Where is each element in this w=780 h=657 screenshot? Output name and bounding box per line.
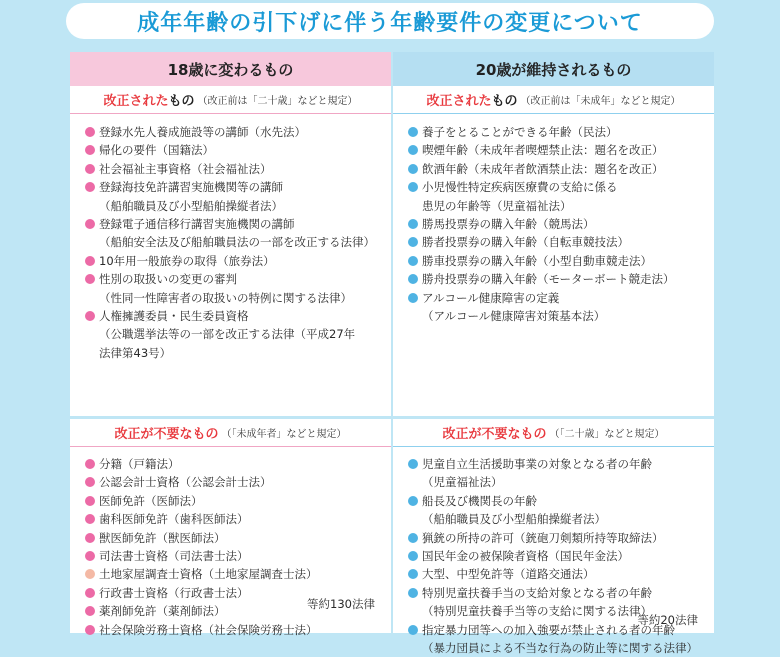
bullet-icon <box>408 588 418 598</box>
right-top-section-header <box>393 86 714 114</box>
right-bottom-section-header <box>393 419 714 447</box>
list-item-text: 船長及び機関長の年齢 <box>422 493 537 508</box>
title-banner <box>66 3 714 39</box>
bullet-icon <box>408 182 418 192</box>
list-item <box>84 455 384 473</box>
list-item-text: （公職選挙法等の一部を改正する法律（平成27年 <box>99 327 356 342</box>
list-item-text: （特別児童扶養手当等の支給に関する法律） <box>422 604 652 619</box>
list-item <box>84 123 384 141</box>
list-item-text: 大型、中型免許等（道路交通法） <box>422 567 595 582</box>
list-item-text: 児童自立生活援助事業の対象となる者の年齢 <box>422 457 652 471</box>
section-head-rest: もの <box>168 94 195 109</box>
list-item-text: 勝車投票券の購入年齢（小型自動車競走法） <box>422 253 652 268</box>
list-item <box>84 529 384 547</box>
list-item <box>407 141 707 159</box>
bullet-icon <box>85 459 95 469</box>
list-item-text: 法律第43号） <box>99 345 172 360</box>
section-head-red: 改正が不要なもの <box>114 427 219 442</box>
bullet-icon <box>85 496 95 506</box>
list-item-text: 喫煙年齢（未成年者喫煙禁止法：題名を改正） <box>422 143 664 158</box>
bullet-icon <box>408 569 418 579</box>
right-footnote: 等約20法律 <box>637 613 698 627</box>
bullet-icon <box>85 145 95 155</box>
list-item-text: 養子をとることができる年齢（民法） <box>422 125 618 139</box>
list-item-text: 勝馬投票券の購入年齢（競馬法） <box>422 217 595 232</box>
bullet-icon <box>408 625 418 635</box>
list-item-text: 医師免許（医師法） <box>99 493 203 508</box>
list-item-text: （船舶安全法及び船舶職員法の一部を改正する法律） <box>99 235 375 250</box>
list-item-text: 人権擁護委員・民生委員資格 <box>99 309 249 324</box>
left-top-section-header <box>70 86 391 114</box>
bullet-icon <box>408 145 418 155</box>
list-item <box>84 510 384 528</box>
section-head-red: 改正された <box>426 94 492 109</box>
list-item-text: 患児の年齢等（児童福祉法） <box>422 198 572 213</box>
list-item-text: 帰化の要件（国籍法） <box>99 143 214 158</box>
left-top-list <box>84 123 384 362</box>
bullet-icon <box>85 219 95 229</box>
list-item <box>84 252 384 270</box>
bullet-icon <box>85 182 95 192</box>
list-item <box>84 621 384 639</box>
column-divider <box>391 52 393 633</box>
list-item <box>407 233 707 251</box>
left-bottom-section-header <box>70 419 391 447</box>
bullet-icon <box>85 274 95 284</box>
right-top-list <box>407 123 707 325</box>
list-item <box>84 307 384 362</box>
bullet-icon <box>408 533 418 543</box>
list-item-text: 歯科医師免許（歯科医師法） <box>99 512 249 527</box>
list-item-text: 社会福祉主事資格（社会福祉法） <box>99 161 272 176</box>
list-item <box>407 565 707 583</box>
comparison-table <box>70 52 714 656</box>
bullet-icon <box>408 274 418 284</box>
bullet-icon <box>408 256 418 266</box>
list-item-text: 指定暴力団等への加入強要が禁止される者の年齢 <box>422 622 675 637</box>
list-item-text: 国民年金の被保険者資格（国民年金法） <box>422 549 629 564</box>
list-item-text: 性別の取扱いの変更の審判 <box>99 272 237 287</box>
list-item-text: 社会保険労務士資格（社会保険労務士法） <box>99 622 318 637</box>
list-item-text: 飲酒年齢（未成年者飲酒禁止法：題名を改正） <box>422 161 664 176</box>
list-item-text: アルコール健康障害の定義 <box>422 290 560 305</box>
bullet-icon <box>85 127 95 137</box>
list-item-text: 公認会計士資格（公認会計士法） <box>99 475 272 490</box>
section-head-red: 改正された <box>103 94 169 109</box>
list-item-text: 登録電子通信移行講習実施機関の講師 <box>99 217 295 232</box>
bullet-icon <box>408 219 418 229</box>
list-item-text: 土地家屋調査士資格（土地家屋調査士法） <box>99 567 318 582</box>
list-item <box>84 473 384 491</box>
list-item <box>407 178 707 215</box>
list-item-text: 分籍（戸籍法） <box>99 457 180 471</box>
bullet-icon <box>408 551 418 561</box>
bullet-icon <box>85 514 95 524</box>
list-item <box>407 529 707 547</box>
list-item <box>84 141 384 159</box>
list-item <box>84 270 384 307</box>
list-item <box>84 492 384 510</box>
section-head-note: （「二十歳」などと規定） <box>549 429 665 440</box>
section-head-note: （「未成年者」などと規定） <box>221 429 347 440</box>
bullet-icon <box>85 256 95 266</box>
list-item <box>84 178 384 215</box>
list-item-text: （性同一性障害者の取扱いの特例に関する法律） <box>99 290 352 305</box>
list-item-text: 薬剤師免許（薬剤師法） <box>99 604 226 619</box>
list-item-text: 猟銃の所持の許可（銃砲刀剣類所持等取締法） <box>422 530 664 545</box>
bullet-icon <box>85 533 95 543</box>
list-item-text: 小児慢性特定疾病医療費の支給に係る <box>422 180 618 195</box>
bullet-icon <box>408 293 418 303</box>
section-head-note: （改正前は「二十歳」などと規定） <box>197 96 358 107</box>
list-item-text: 行政書士資格（行政書士法） <box>99 585 249 600</box>
section-head-note: （改正前は「未成年」などと規定） <box>520 96 681 107</box>
bullet-icon <box>85 625 95 635</box>
list-item <box>407 123 707 141</box>
list-item <box>407 160 707 178</box>
list-item-text: 勝舟投票券の購入年齢（モーターボート競走法） <box>422 272 675 287</box>
bullet-icon <box>408 237 418 247</box>
list-item <box>84 215 384 252</box>
page-title: 成年年齢の引下げに伴う年齢要件の変更について <box>137 10 643 36</box>
list-item <box>84 547 384 565</box>
bullet-icon <box>85 569 95 579</box>
list-item-text: （船舶職員及び小型船舶操縦者法） <box>422 512 606 527</box>
list-item-text: 10年用一般旅券の取得（旅券法） <box>99 253 275 268</box>
bullet-icon <box>85 551 95 561</box>
list-item <box>407 252 707 270</box>
bullet-icon <box>85 477 95 487</box>
bullet-icon <box>85 606 95 616</box>
list-item-text: （船舶職員及び小型船舶操縦者法） <box>99 198 283 213</box>
list-item-text: 獣医師免許（獣医師法） <box>99 530 226 545</box>
list-item <box>407 547 707 565</box>
section-head-rest: もの <box>491 94 518 109</box>
bullet-icon <box>85 588 95 598</box>
bullet-icon <box>408 496 418 506</box>
list-item <box>407 455 707 492</box>
left-footnote: 等約130法律 <box>307 597 375 611</box>
list-item-text: （児童福祉法） <box>422 475 503 490</box>
list-item <box>407 492 707 529</box>
list-item <box>407 289 707 326</box>
list-item <box>84 160 384 178</box>
section-head-red: 改正が不要なもの <box>442 427 547 442</box>
list-item-text: 登録水先人養成施設等の講師（水先法） <box>99 125 306 139</box>
list-item-text: 登録海技免許講習実施機関等の講師 <box>99 180 283 195</box>
bullet-icon <box>408 459 418 469</box>
list-item-text: 特別児童扶養手当の支給対象となる者の年齢 <box>422 585 652 600</box>
list-item <box>407 270 707 288</box>
bullet-icon <box>85 311 95 321</box>
bullet-icon <box>85 164 95 174</box>
left-column-header: 18歳に変わるもの <box>70 52 391 86</box>
bullet-icon <box>408 127 418 137</box>
right-column-header: 20歳が維持されるもの <box>393 52 714 86</box>
list-item-text: （アルコール健康障害対策基本法） <box>422 309 606 324</box>
list-item <box>84 565 384 583</box>
list-item <box>407 215 707 233</box>
list-item-text: 勝者投票券の購入年齢（自転車競技法） <box>422 235 629 250</box>
list-item-text: 司法書士資格（司法書士法） <box>99 549 249 564</box>
bullet-icon <box>408 164 418 174</box>
list-item-text: （暴力団員による不当な行為の防止等に関する法律） <box>422 641 698 656</box>
